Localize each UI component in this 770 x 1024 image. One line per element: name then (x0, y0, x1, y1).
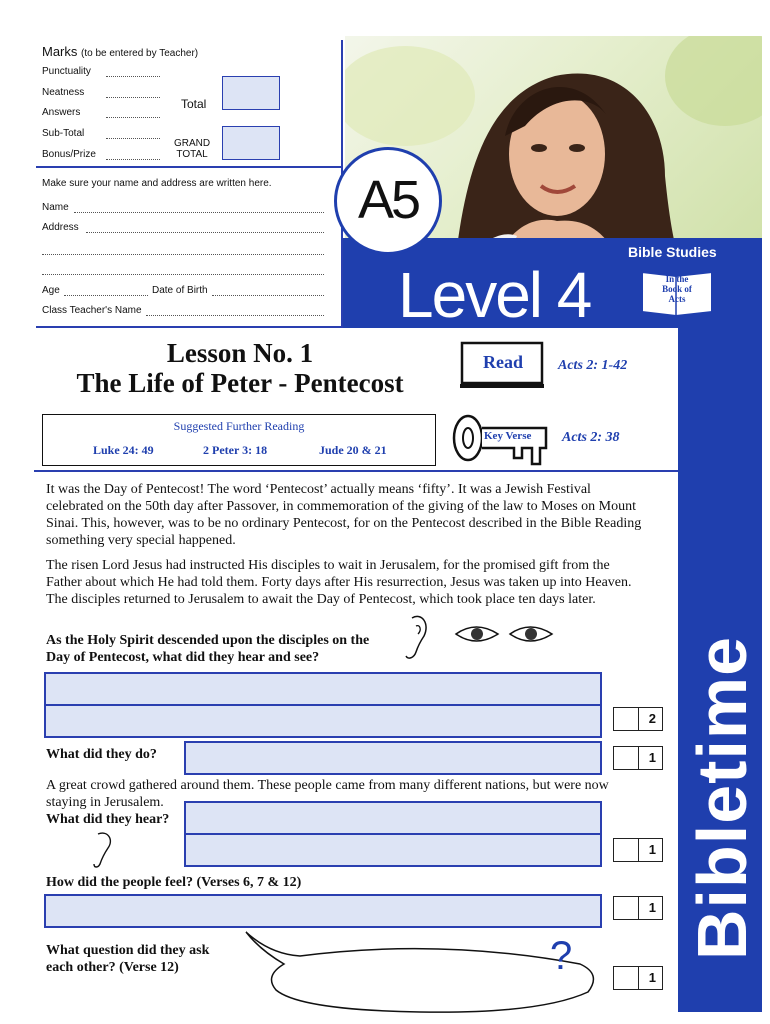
lesson-number: Lesson No. 1 (166, 338, 314, 368)
read-label: Read (483, 352, 523, 372)
level-label: Level 4 (398, 259, 591, 331)
total-label: Total (181, 97, 207, 111)
read-book-icon (458, 340, 548, 390)
marks-row-bonus: Bonus/Prize (42, 149, 96, 160)
marks-row-subtotal: Sub-Total (42, 128, 85, 139)
further-ref-1: Luke 24: 49 (93, 443, 154, 457)
level-code: A5 (357, 170, 419, 230)
eyes-icon (452, 620, 562, 655)
address-field-3[interactable] (42, 274, 324, 275)
grand-total-label-2: TOTAL (176, 149, 208, 160)
address-label: Address (42, 222, 79, 233)
book-icon (640, 268, 714, 320)
teacher-label: Class Teacher's Name (42, 305, 142, 316)
name-field[interactable] (74, 212, 324, 213)
mark-value-q5: 1 (648, 970, 656, 985)
total-box[interactable] (222, 76, 280, 110)
marks-row-neatness: Neatness (42, 87, 85, 98)
further-ref-3: Jude 20 & 21 (319, 443, 387, 457)
teacher-field[interactable] (146, 315, 324, 316)
marks-panel (36, 40, 343, 168)
question-3: What did they hear? (46, 812, 170, 827)
further-ref-2: 2 Peter 3: 18 (203, 443, 268, 457)
question-mark: ? (550, 934, 573, 978)
mark-box-q3[interactable] (613, 838, 663, 862)
paragraph-3: A great crowd gathered around them. These people came from many different nations, but were now staying in Jerusalem. (46, 778, 609, 810)
further-reading-heading: Suggested Further Reading (173, 419, 305, 433)
side-title: Bibletime (683, 635, 761, 960)
further-reading-box (42, 414, 436, 466)
answer-1b[interactable] (44, 704, 602, 738)
marks-note: (to be entered by Teacher) (81, 48, 199, 59)
series-label: Bible Studies (628, 244, 717, 260)
address-field-1[interactable] (86, 232, 324, 233)
grand-total-label-1: GRAND (174, 138, 211, 149)
paragraph-2: The risen Lord Jesus had instructed His disciples to wait in Jerusalem, for the promised gift from the Father about which He had told them. Forty days after His resurrection, Jesus was taken up into Heaven. The disciples returned to Jerusalem to await the Day of Pentecost, which took place ten days later. (46, 558, 632, 607)
mark-box-q1[interactable] (613, 707, 663, 731)
book-line-1: In the (665, 274, 689, 284)
key-label: Key Verse (484, 430, 532, 442)
paragraph-1: It was the Day of Pentecost! The word ‘Pentecost’ actually means ‘fifty’. It was a Jewish Festival celebrated on the 50th day after Passover, in commemoration of the giving of the law to Moses on Mount Sinai. This, however, was to be no ordinary Pentecost, for on the Pentecost described in the Bible Reading something very special happened. (46, 482, 642, 548)
name-label: Name (42, 202, 69, 213)
mark-box-q5[interactable] (613, 966, 663, 990)
mark-value-q2: 1 (648, 750, 656, 765)
age-field[interactable] (64, 295, 148, 296)
mark-box-q4[interactable] (613, 896, 663, 920)
question-5: What question did they ask each other? (Verse 12) (46, 943, 210, 975)
divider (34, 470, 678, 472)
address-field-2[interactable] (42, 254, 324, 255)
key-icon (452, 410, 552, 468)
question-2: What did they do? (46, 747, 157, 762)
dob-field[interactable] (212, 295, 324, 296)
mark-value-q3: 1 (648, 842, 656, 857)
answer-1a[interactable] (44, 672, 602, 706)
lesson-title: The Life of Peter - Pentecost (76, 368, 404, 398)
question-4: How did the people feel? (Verses 6, 7 & 12) (46, 875, 302, 890)
grand-total-box[interactable] (222, 126, 280, 160)
ear-icon (404, 612, 430, 669)
answer-3a[interactable] (184, 801, 602, 835)
question-1: As the Holy Spirit descended upon the disciples on the Day of Pentecost, what did they hear and see? (46, 633, 370, 665)
details-panel (36, 168, 343, 328)
mark-value-q1: 2 (648, 711, 656, 726)
book-line-2: Book of (662, 284, 692, 294)
key-reference: Acts 2: 38 (562, 430, 620, 445)
read-reference: Acts 2: 1-42 (558, 358, 628, 373)
marks-row-answers: Answers (42, 107, 81, 118)
level-code-badge (334, 147, 442, 255)
answer-2[interactable] (184, 741, 602, 775)
speech-bubble[interactable] (240, 928, 600, 1023)
dob-label: Date of Birth (152, 285, 208, 296)
book-line-3: Acts (668, 294, 686, 304)
ear-icon-2 (92, 830, 114, 875)
marks-row-punctuality: Punctuality (42, 66, 91, 77)
answer-4[interactable] (44, 894, 602, 928)
details-instruction: Make sure your name and address are written here. (42, 178, 272, 189)
marks-heading: Marks (42, 44, 78, 59)
mark-box-q2[interactable] (613, 746, 663, 770)
mark-value-q4: 1 (648, 900, 656, 915)
age-label: Age (42, 285, 60, 296)
answer-3b[interactable] (184, 833, 602, 867)
